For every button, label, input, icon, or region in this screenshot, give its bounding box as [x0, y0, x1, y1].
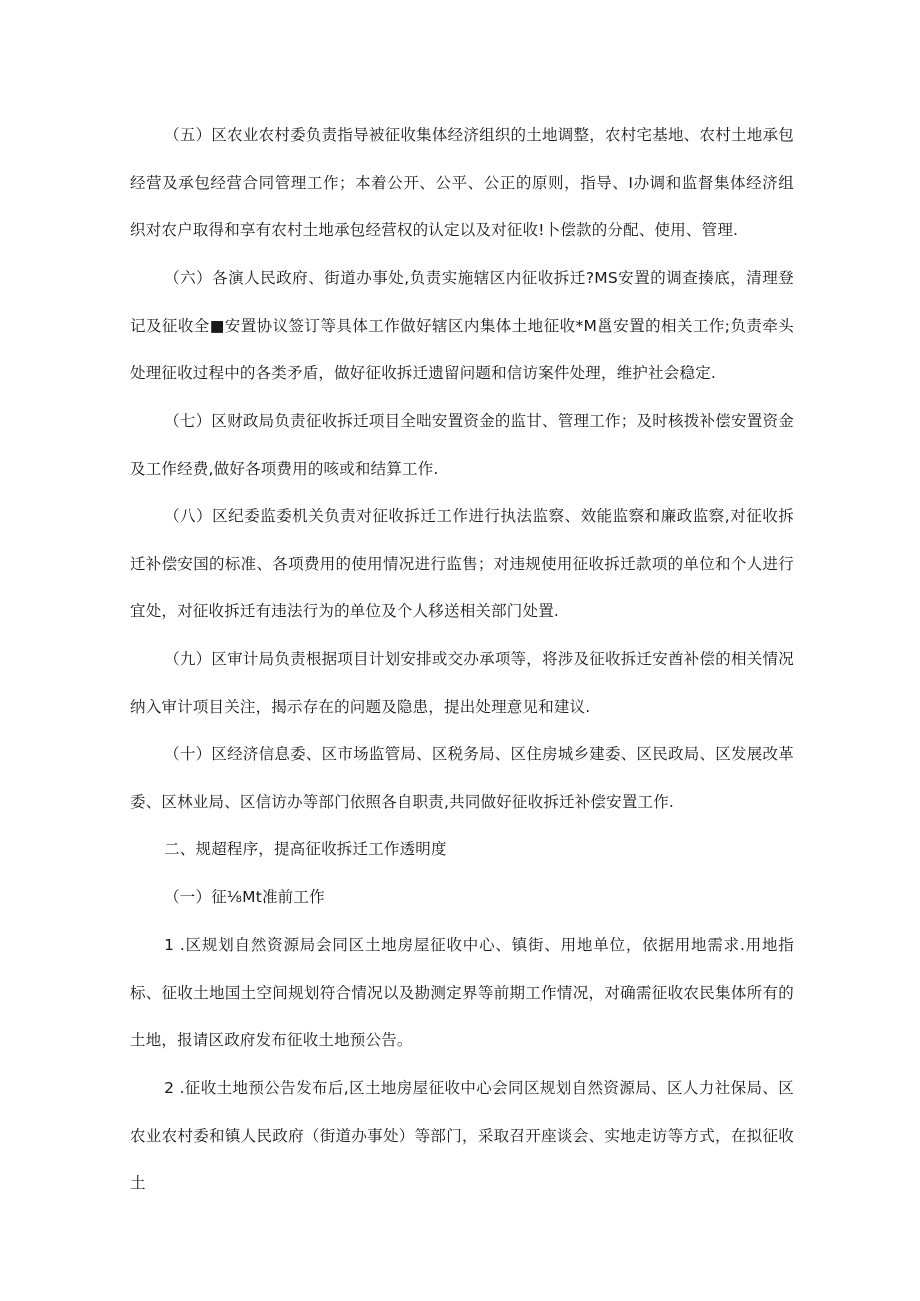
paragraph-town-governments: （六）各演人民政府、街道办事处,负责实施辖区内征收拆迁?MS安置的调查揍底，清理登记及征收全■安置协议签订等具体工作做好辖区内集体土地征收*M邕安置的相关工作;负责牵头处理征收过程中的各类矛盾，做好征收拆迁遗留问题和信访案件处理，维护社会稳定.: [130, 269, 794, 382]
paragraph-district-agriculture-committee: （五）区农业农村委负责指导被征收集体经济组织的土地调整，农村宅基地、农村土地承包经营及承包经营合同管理工作；本着公开、公平、公正的原则，指导、I办调和监督集体经济组织对农户取得和享有农村土地承包经营权的认定以及对征收!卜偿款的分配、使用、管理.: [130, 126, 794, 239]
paragraph-item-1: 1 .区规划自然资源局会同区土地房屋征收中心、镇街、用地单位，依据用地需求.用地指标、征收土地国土空间规划符合情况以及勘测定界等前期工作情况，对确需征收农民集体所有的土地，报请区政府发布征收土地预公告。: [130, 936, 794, 1049]
paragraph-audit-bureau: （九）区审计局负责根据项目计划安排或交办承项等，将涉及征收拆迁安酋补偿的相关情况纳入审计项目关注，揭示存在的问题及隐患，提出处理意见和建议.: [130, 650, 794, 716]
section-heading-procedures: 二、规超程序，提高征收拆迁工作透明度: [164, 840, 447, 858]
subsection-heading-preparation: （一）征⅛Mt准前工作: [164, 888, 325, 906]
paragraph-item-2: 2 .征收土地预公告发布后,区土地房屋征收中心会同区规划自然资源局、区人力社保局、区农业农村委和镇人民政府（街道办事处）等部门，采取召开座谈会、实地走访等方式，在拟征收土: [130, 1079, 794, 1192]
paragraph-other-departments: （十）区经济信息委、区市场监管局、区税务局、区住房城乡建委、区民政局、区发展改革委、区林业局、区信访办等部门依照各自职责,共同做好征收拆迁补偿安置工作.: [130, 745, 794, 811]
paragraph-finance-bureau: （七）区财政局负责征收拆迁项目全咄安置资金的监甘、管理工作；及时核拨补偿安置资金及工作经费,做好各项费用的咳或和结算工作.: [130, 412, 794, 478]
paragraph-discipline-commission: （八）区纪委监委机关负责对征收拆迁工作进行执法监察、效能监察和廉政监察,对征收拆迁补偿安国的标准、各项费用的使用情况进行监售；对违规使用征收拆迁款项的单位和个人进行宜处，对征收拆迁有违法行为的单位及个人移送相关部门处置.: [130, 507, 794, 620]
